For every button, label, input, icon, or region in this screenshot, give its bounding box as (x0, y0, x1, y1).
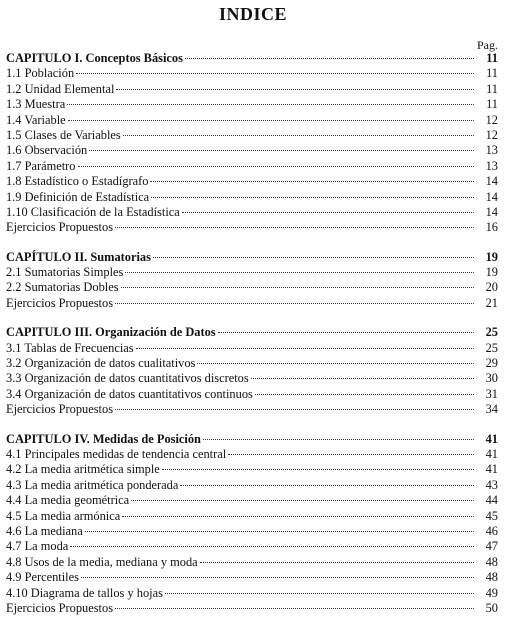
entry-page-number: 47 (485, 539, 498, 554)
table-of-contents (6, 51, 498, 616)
entry-page-number: 25 (485, 325, 498, 340)
dot-leader (203, 439, 474, 440)
entry-page-number: 16 (485, 220, 498, 235)
section-entry (6, 280, 498, 295)
section-entry (6, 524, 498, 539)
section-entry (6, 205, 498, 220)
entry-title: 4.4 La media geométrica (6, 493, 130, 508)
dot-leader (78, 166, 474, 167)
entry-title: 4.8 Usos de la media, mediana y moda (6, 554, 198, 569)
page-column-header: Pag. (477, 38, 498, 52)
section-entry (6, 371, 498, 386)
dot-leader (115, 608, 474, 609)
entry-title: 2.2 Sumatorias Dobles (6, 280, 119, 295)
entry-title: 3.1 Tablas de Frecuencias (6, 340, 134, 355)
dot-leader (180, 485, 474, 486)
entry-page-number: 49 (485, 585, 498, 600)
section-entry (6, 97, 498, 112)
dot-leader (115, 227, 474, 228)
entry-title: 1.2 Unidad Elemental (6, 81, 115, 96)
entry-page-number: 31 (485, 386, 498, 401)
chapter-entry (6, 325, 498, 340)
dot-leader (200, 562, 474, 563)
section-entry (6, 174, 498, 189)
dot-leader (197, 363, 474, 364)
section-entry (6, 387, 498, 402)
dot-leader (165, 593, 474, 594)
entry-page-number: 13 (485, 143, 498, 158)
section-entry (6, 509, 498, 524)
entry-page-number: 50 (485, 600, 498, 615)
entry-title: 1.7 Parámetro (6, 158, 76, 173)
section-entry (6, 341, 498, 356)
entry-title: 2.1 Sumatorias Simples (6, 265, 124, 280)
entry-title: 1.6 Observación (6, 143, 88, 158)
entry-title: 4.3 La media aritmética ponderada (6, 477, 179, 492)
entry-title: CAPITULO IV. Medidas de Posición (6, 431, 201, 446)
entry-title: 1.9 Definición de Estadística (6, 189, 150, 204)
section-entry (6, 601, 498, 616)
entry-title: Ejercicios Propuestos (6, 402, 114, 417)
entry-title: 4.5 La media armónica (6, 508, 121, 523)
entry-page-number: 14 (485, 174, 498, 189)
entry-page-number: 19 (485, 265, 498, 280)
section-entry (6, 296, 498, 311)
entry-page-number: 48 (485, 570, 498, 585)
entry-page-number: 41 (485, 462, 498, 477)
entry-title: CAPITULO III. Organización de Datos (6, 325, 216, 340)
entry-page-number: 41 (485, 431, 498, 446)
chapter-entry (6, 432, 498, 447)
dot-leader (228, 454, 474, 455)
entry-title: 1.1 Población (6, 66, 75, 81)
section-entry (6, 478, 498, 493)
entry-title: 4.2 La media aritmética simple (6, 462, 160, 477)
section-entry (6, 128, 498, 143)
section-entry (6, 570, 498, 585)
entry-page-number: 48 (485, 554, 498, 569)
section-entry (6, 586, 498, 601)
section-entry (6, 82, 498, 97)
dot-leader (123, 135, 474, 136)
dot-leader (150, 181, 474, 182)
dot-leader (182, 212, 474, 213)
entry-title: 4.7 La moda (6, 539, 69, 554)
entry-title: 3.2 Organización de datos cualitativos (6, 356, 196, 371)
entry-page-number: 45 (485, 508, 498, 523)
entry-title: 1.8 Estadístico o Estadígrafo (6, 174, 149, 189)
entry-page-number: 21 (485, 295, 498, 310)
section-entry (6, 539, 498, 554)
entry-title: 4.1 Principales medidas de tendencia central (6, 446, 227, 461)
entry-page-number: 34 (485, 402, 498, 417)
entry-page-number: 19 (485, 249, 498, 264)
section-entry (6, 402, 498, 417)
section-gap (6, 236, 498, 250)
entry-page-number: 44 (485, 493, 498, 508)
dot-leader (131, 500, 474, 501)
section-entry (6, 143, 498, 158)
section-entry (6, 265, 498, 280)
dot-leader (185, 58, 474, 59)
chapter-entry (6, 51, 498, 66)
entry-title: 1.4 Variable (6, 112, 66, 127)
entry-page-number: 11 (486, 66, 498, 81)
entry-page-number: 11 (486, 81, 498, 96)
entry-page-number: 20 (485, 280, 498, 295)
section-gap (6, 418, 498, 432)
entry-page-number: 12 (485, 127, 498, 142)
dot-leader (218, 332, 474, 333)
section-entry (6, 220, 498, 235)
dot-leader (81, 577, 474, 578)
dot-leader (125, 272, 474, 273)
page-title: INDICE (218, 4, 287, 24)
dot-leader (121, 287, 474, 288)
entry-title: Ejercicios Propuestos (6, 600, 114, 615)
dot-leader (251, 378, 474, 379)
entry-page-number: 43 (485, 477, 498, 492)
dot-leader (115, 303, 474, 304)
dot-leader (115, 409, 474, 410)
section-entry (6, 66, 498, 81)
dot-leader (85, 531, 474, 532)
entry-title: Ejercicios Propuestos (6, 295, 114, 310)
dot-leader (151, 197, 474, 198)
entry-page-number: 11 (486, 97, 498, 112)
entry-page-number: 29 (485, 356, 498, 371)
chapter-entry (6, 250, 498, 265)
entry-page-number: 11 (486, 51, 498, 65)
dot-leader (116, 89, 474, 90)
dot-leader (136, 348, 474, 349)
dot-leader (67, 104, 474, 105)
dot-leader (153, 257, 474, 258)
entry-page-number: 30 (485, 371, 498, 386)
entry-page-number: 46 (485, 523, 498, 538)
dot-leader (76, 73, 474, 74)
dot-leader (122, 516, 474, 517)
entry-page-number: 14 (485, 189, 498, 204)
section-entry (6, 447, 498, 462)
entry-title: 3.3 Organización de datos cuantitativos discretos (6, 371, 249, 386)
section-entry (6, 493, 498, 508)
entry-page-number: 14 (485, 204, 498, 219)
entry-title: 4.10 Diagrama de tallos y hojas (6, 585, 163, 600)
section-entry (6, 356, 498, 371)
section-entry (6, 113, 498, 128)
section-entry (6, 190, 498, 205)
entry-title: 4.9 Percentiles (6, 570, 79, 585)
dot-leader (70, 546, 474, 547)
section-entry (6, 462, 498, 477)
entry-title: CAPITULO I. Conceptos Básicos (6, 51, 183, 65)
entry-page-number: 13 (485, 158, 498, 173)
entry-page-number: 25 (485, 340, 498, 355)
dot-leader (89, 150, 474, 151)
entry-title: 1.3 Muestra (6, 97, 66, 112)
entry-page-number: 41 (485, 446, 498, 461)
entry-title: 4.6 La mediana (6, 523, 83, 538)
entry-title: 1.5 Clases de Variables (6, 127, 121, 142)
dot-leader (68, 120, 474, 121)
section-entry (6, 159, 498, 174)
dot-leader (255, 394, 474, 395)
entry-title: Ejercicios Propuestos (6, 220, 114, 235)
entry-title: CAPÍTULO II. Sumatorias (6, 249, 151, 264)
dot-leader (162, 469, 474, 470)
entry-title: 3.4 Organización de datos cuantitativos continuos (6, 386, 253, 401)
section-gap (6, 311, 498, 325)
entry-title: 1.10 Clasificación de la Estadística (6, 204, 180, 219)
section-entry (6, 555, 498, 570)
entry-page-number: 12 (485, 112, 498, 127)
